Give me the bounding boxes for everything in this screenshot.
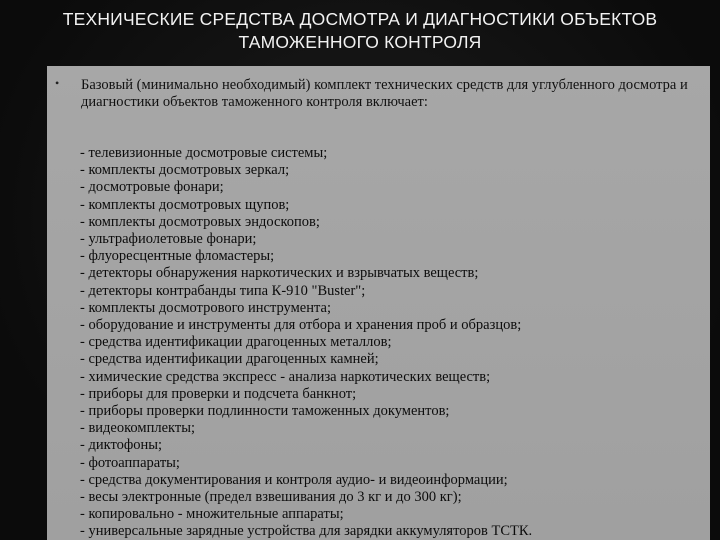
intro-paragraph: Базовый (минимально необходимый) комплект технических средств для углубленного досмотра и диагностики объектов таможенного контроля включает: <box>81 77 688 110</box>
list-item: - ультрафиолетовые фонари; <box>80 231 257 248</box>
equipment-list <box>80 145 705 540</box>
list-item: - химические средства экспресс - анализа наркотических веществ; <box>80 368 491 385</box>
list-item: - комплекты досмотровых зеркал; <box>80 162 290 179</box>
list-item: - фотоаппараты; <box>80 454 180 471</box>
content-panel <box>47 66 710 540</box>
list-item: - приборы для проверки и подсчета банкнот; <box>80 385 357 402</box>
slide-title-line-1: ТЕХНИЧЕСКИЕ СРЕДСТВА ДОСМОТРА И ДИАГНОСТИКИ ОБЪЕКТОВ <box>62 9 658 29</box>
list-item: - копировально - множительные аппараты; <box>80 506 344 523</box>
list-item: - средства идентификации драгоценных металлов; <box>80 334 392 351</box>
slide-title-line-2: ТАМОЖЕННОГО КОНТРОЛЯ <box>238 32 482 52</box>
list-item: - оборудование и инструменты для отбора и хранения проб и образцов; <box>80 317 522 334</box>
list-item: - средства документирования и контроля аудио- и видеоинформации; <box>80 471 508 488</box>
list-item: - досмотровые фонари; <box>80 179 224 196</box>
list-item: - флуоресцентные фломастеры; <box>80 248 275 265</box>
slide-title <box>0 8 720 54</box>
list-item: - весы электронные (предел взвешивания до 3 кг и до 300 кг); <box>80 489 462 506</box>
list-item: - универсальные зарядные устройства для зарядки аккумуляторов ТСТК. <box>80 523 533 540</box>
list-item: - комплекты досмотрового инструмента; <box>80 299 331 316</box>
list-item: - комплекты досмотровых эндоскопов; <box>80 213 320 230</box>
list-item: - средства идентификации драгоценных камней; <box>80 351 379 368</box>
list-item: - видеокомплекты; <box>80 420 195 437</box>
bullet-icon: • <box>55 76 60 90</box>
list-item: - приборы проверки подлинности таможенных документов; <box>80 403 450 420</box>
list-item: - телевизионные досмотровые системы; <box>80 145 328 161</box>
list-item: - детекторы контрабанды типа К-910 "Buster"; <box>80 282 366 299</box>
list-item: - комплекты досмотровых щупов; <box>80 196 290 213</box>
list-item: - диктофоны; <box>80 437 163 454</box>
list-item: - детекторы обнаружения наркотических и взрывчатых веществ; <box>80 265 479 282</box>
